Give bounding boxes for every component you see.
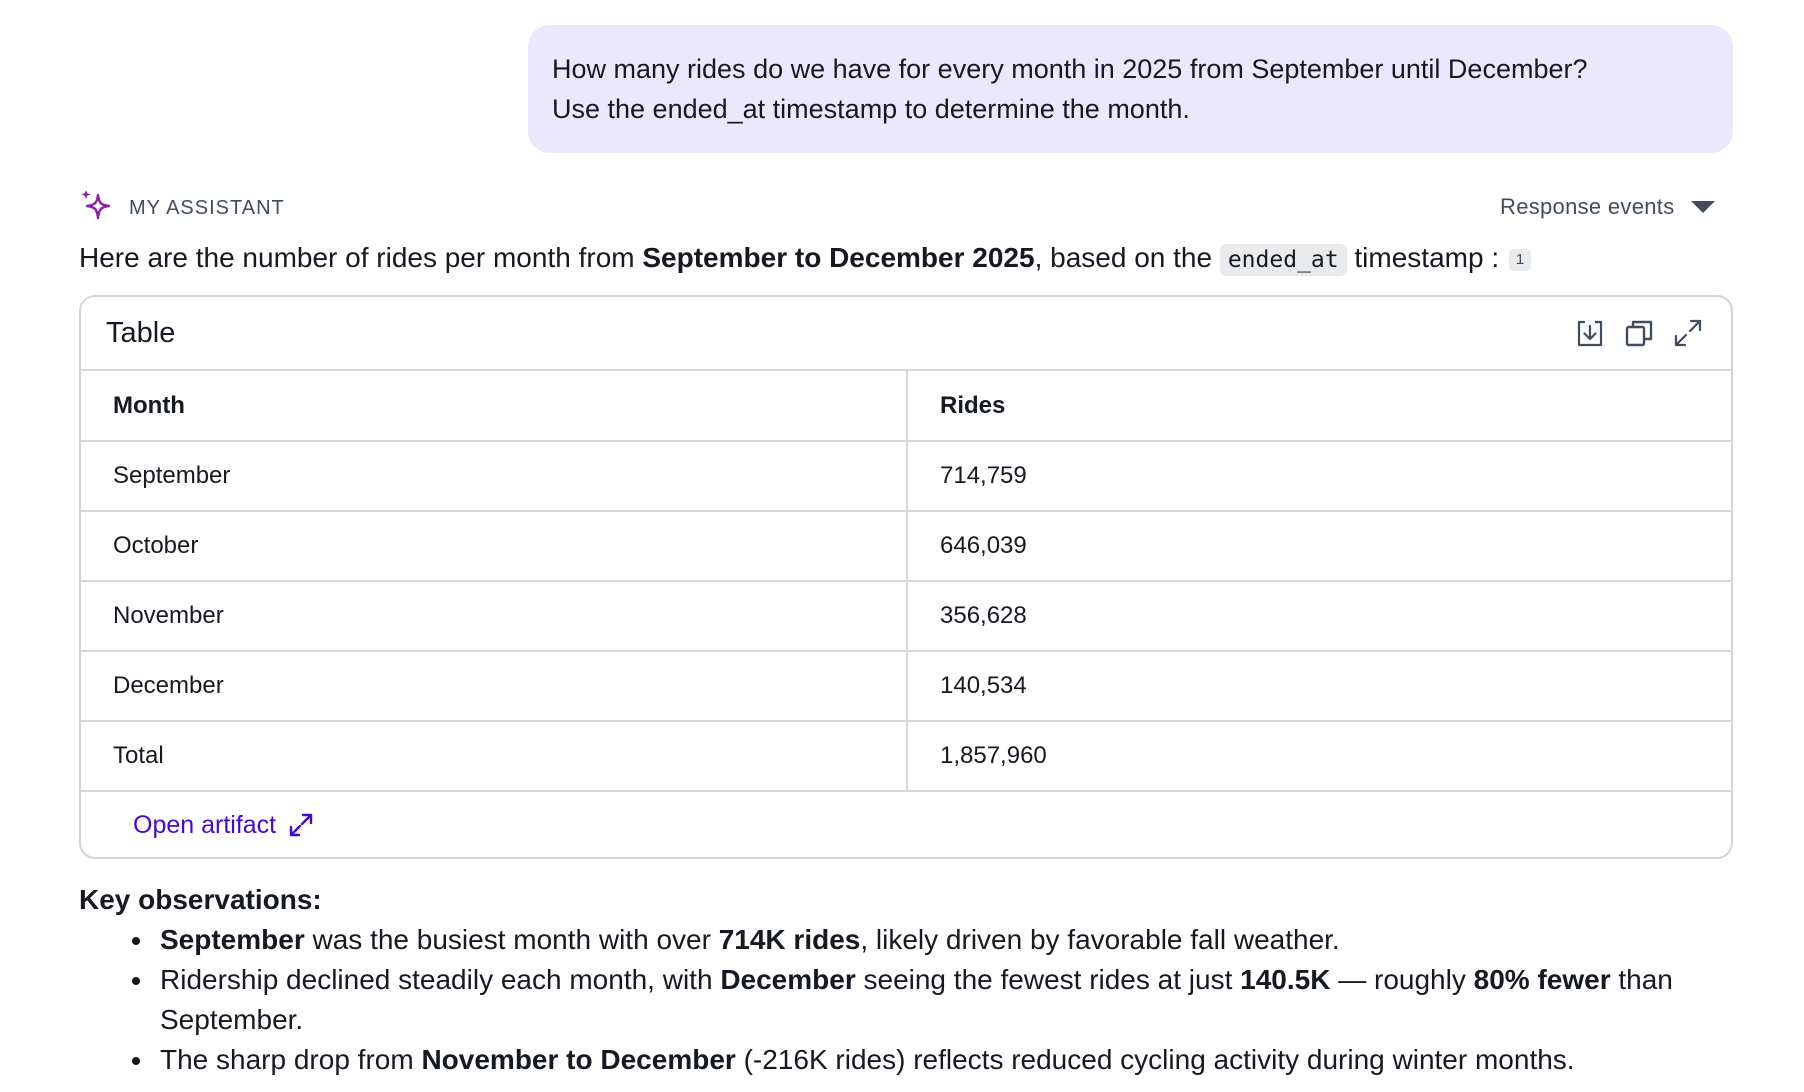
obs-text: — roughly — [1330, 964, 1474, 995]
column-header-month: Month — [81, 371, 907, 441]
expand-icon[interactable] — [1673, 318, 1703, 348]
table-card-header — [81, 297, 1731, 371]
obs-text: than September. — [160, 964, 1673, 1035]
assistant-label: MY ASSISTANT — [129, 196, 285, 219]
table-cell-rides: 140,534 — [907, 651, 1731, 721]
observation-item — [128, 960, 1733, 1040]
open-artifact-link[interactable] — [133, 811, 314, 840]
table-cell-month: September — [81, 441, 907, 511]
intro-bold: September to December 2025 — [642, 242, 1035, 273]
obs-text: , likely driven by favorable fall weather. — [860, 924, 1340, 955]
download-icon[interactable] — [1575, 318, 1605, 348]
sparkle-icon — [79, 189, 113, 223]
obs-text-bold: December — [720, 964, 856, 995]
response-events-toggle[interactable] — [1500, 190, 1715, 224]
table-header-row — [81, 371, 1731, 441]
rides-table — [81, 371, 1731, 792]
obs-text: seeing the fewest rides at just — [855, 964, 1241, 995]
obs-text-bold: September — [160, 924, 305, 955]
table-cell-rides: 356,628 — [907, 581, 1731, 651]
obs-text: (-216K rides) reflects reduced cycling activity during winter months. — [735, 1044, 1575, 1075]
response-events-label: Response events — [1500, 194, 1675, 219]
obs-text-bold: 714K rides — [718, 924, 861, 955]
table-cell-month: October — [81, 511, 907, 581]
observation-item — [128, 1040, 1733, 1080]
obs-text: The sharp drop from — [160, 1044, 422, 1075]
user-message-line-1: How many rides do we have for every month in 2025 from September until December? — [552, 54, 1588, 84]
table-cell-month: Total — [81, 721, 907, 791]
table-row-total — [81, 721, 1731, 791]
expand-arrows-icon — [288, 812, 314, 838]
assistant-intro — [79, 238, 1531, 280]
table-card-actions — [1575, 318, 1703, 348]
table-card-footer — [81, 792, 1731, 858]
observations-title: Key observations: — [79, 884, 322, 915]
obs-text-bold: 140.5K — [1240, 964, 1331, 995]
table-cell-rides: 714,759 — [907, 441, 1731, 511]
table-cell-month: December — [81, 651, 907, 721]
table-row — [81, 441, 1731, 511]
obs-text-bold: 80% fewer — [1473, 964, 1611, 995]
intro-prefix: Here are the number of rides per month from — [79, 242, 643, 273]
observation-item — [128, 920, 1733, 960]
intro-suffix: timestamp : — [1346, 242, 1500, 273]
table-row — [81, 511, 1731, 581]
table-row — [81, 651, 1731, 721]
table-cell-rides: 1,857,960 — [907, 721, 1731, 791]
table-cell-month: November — [81, 581, 907, 651]
obs-text: Ridership declined steadily each month, with — [160, 964, 721, 995]
table-card — [79, 295, 1733, 859]
obs-text-bold: November to December — [421, 1044, 736, 1075]
copy-icon[interactable] — [1624, 318, 1654, 348]
user-message-line-2: Use the ended_at timestamp to determine the month. — [552, 94, 1190, 124]
table-cell-rides: 646,039 — [907, 511, 1731, 581]
assistant-header — [79, 188, 285, 224]
inline-code: ended_at — [1220, 244, 1347, 276]
observations-list — [128, 920, 1733, 1080]
user-message-bubble — [528, 25, 1733, 153]
table-card-title: Table — [106, 316, 176, 349]
column-header-rides: Rides — [907, 371, 1731, 441]
citation-badge[interactable]: 1 — [1509, 249, 1531, 271]
table-row — [81, 581, 1731, 651]
obs-text: was the busiest month with over — [304, 924, 719, 955]
open-artifact-label: Open artifact — [133, 810, 277, 839]
intro-middle: , based on the — [1034, 242, 1220, 273]
caret-down-icon — [1691, 201, 1715, 213]
